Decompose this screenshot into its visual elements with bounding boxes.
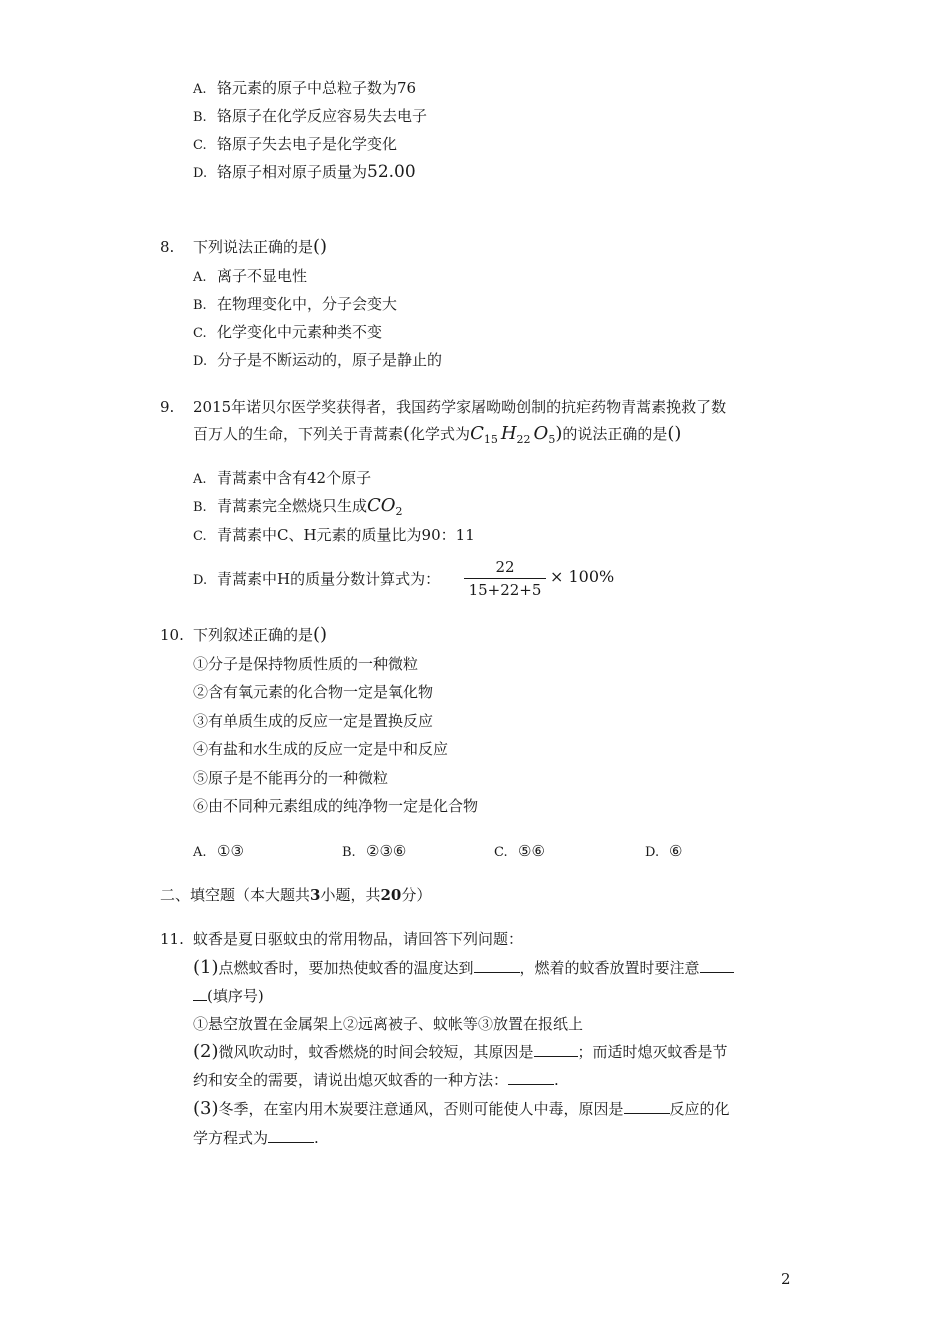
part-label: (2)	[193, 1041, 219, 1062]
option-text: ⑤⑥	[518, 842, 545, 860]
option-text: 青蒿素中H的质量分数计算式为：	[217, 570, 441, 588]
answer-blank[interactable]	[534, 1056, 578, 1057]
option-label: D.	[193, 166, 208, 181]
option-text: 铬原子在化学反应容易失去电子	[217, 107, 428, 125]
total-score: 20	[380, 886, 402, 904]
q11-part3-line2: 学方程式为 .	[193, 1129, 319, 1147]
q11-part1-choices: ①悬空放置在金属架上②远离被子、蚊帐等③放置在报纸上	[193, 1015, 584, 1033]
question-count: 3	[310, 886, 321, 904]
answer-blank[interactable]	[193, 1000, 207, 1001]
option-label: A.	[193, 845, 207, 860]
option-label: D.	[645, 845, 660, 860]
option-text: ①③	[217, 842, 244, 860]
option-text: 离子不显电性	[217, 267, 308, 285]
q8-stem	[160, 237, 327, 257]
q7-option-c[interactable]	[193, 134, 397, 156]
option-text: 在物理变化中，分子会变大	[217, 295, 398, 313]
question-number: 11.	[160, 930, 184, 948]
option-text: ⑥	[669, 842, 683, 860]
question-number: 8.	[160, 238, 175, 256]
option-label: D.	[193, 354, 208, 369]
answer-blank[interactable]	[268, 1142, 314, 1143]
q11-stem	[160, 929, 523, 949]
q8-option-d[interactable]	[193, 350, 442, 372]
question-text: 化学式为	[410, 425, 471, 443]
q11-part2-line1: (2)微风吹动时，蚊香燃烧的时间会较短，其原因是 ；而适时熄灭蚊香是节	[193, 1041, 728, 1062]
fraction-denominator: 15+22+5	[468, 581, 542, 599]
q11-part1-line2	[193, 986, 264, 1006]
answer-paren: ()	[667, 423, 682, 444]
q10-statement: ③有单质生成的反应一定是置换反应	[193, 712, 434, 730]
question-number: 10.	[160, 626, 184, 644]
q11-part2-line2: 约和安全的需要，请说出熄灭蚊香的一种方法： .	[193, 1071, 559, 1089]
answer-paren: ()	[313, 624, 328, 645]
option-label: C.	[193, 326, 207, 341]
question-text: 的说法正确的是	[562, 425, 668, 443]
q9-option-a[interactable]	[193, 468, 371, 490]
q11-part1-line1: (1)点燃蚊香时，要加热使蚊香的温度达到 ，燃着的蚊香放置时要注意	[193, 958, 734, 978]
option-label: B.	[342, 845, 356, 860]
option-text: 铬原子失去电子是化学变化	[217, 135, 398, 153]
option-label: A.	[193, 270, 207, 285]
page-number: 2	[781, 1270, 791, 1288]
section-heading: 二、填空题（本大题共3小题，共20分）	[160, 886, 432, 904]
q8-option-a[interactable]	[193, 266, 307, 288]
option-label: C.	[193, 138, 207, 153]
option-label: C.	[494, 845, 508, 860]
q9-option-b[interactable]	[193, 496, 403, 522]
percent-suffix: × 100%	[550, 567, 615, 586]
option-text: 青蒿素中C、H元素的质量比为90：11	[217, 526, 475, 544]
part-label: (1)	[193, 957, 219, 978]
q10-option-d[interactable]	[645, 841, 682, 863]
q9-stem-line1	[160, 397, 726, 417]
option-label: B.	[193, 110, 207, 125]
option-text: 铬元素的原子中总粒子数为76	[217, 79, 417, 97]
question-text: 蚊香是夏日驱蚊虫的常用物品，请回答下列问题：	[193, 930, 524, 948]
answer-paren: ()	[313, 236, 328, 257]
formula-subscript: 2	[395, 505, 403, 518]
question-text: 下列说法正确的是	[193, 238, 314, 256]
paren-open: (	[403, 423, 411, 444]
question-text: 百万人的生命，下列关于青蒿素	[193, 425, 404, 443]
option-label: C.	[193, 529, 207, 544]
fill-hint: (填序号)	[207, 987, 264, 1005]
answer-blank[interactable]	[700, 972, 734, 973]
q9-stem-line2	[193, 424, 681, 450]
part-label: (3)	[193, 1098, 219, 1119]
q10-option-b[interactable]	[342, 841, 406, 863]
q10-statement: ⑥由不同种元素组成的纯净物一定是化合物	[193, 797, 479, 815]
option-value: 52.00	[367, 162, 416, 182]
question-text: 下列叙述正确的是	[193, 626, 314, 644]
mass-fraction	[464, 556, 546, 601]
question-text: 2015年诺贝尔医学奖获得者，我国药学家屠呦呦创制的抗疟药物青蒿素挽救了数	[193, 398, 727, 416]
q7-option-b[interactable]	[193, 106, 427, 128]
q10-option-a[interactable]	[193, 841, 244, 863]
answer-blank[interactable]	[508, 1084, 554, 1085]
option-label: A.	[193, 82, 207, 97]
option-text: 青蒿素中含有42个原子	[217, 469, 372, 487]
option-label: A.	[193, 472, 207, 487]
q10-statement: ⑤原子是不能再分的一种微粒	[193, 769, 389, 787]
option-text: 化学变化中元素种类不变	[217, 323, 383, 341]
chemical-formula: CO	[367, 495, 396, 516]
answer-blank[interactable]	[474, 972, 520, 973]
q7-option-d[interactable]	[193, 162, 416, 184]
option-label: D.	[193, 573, 208, 588]
q8-option-c[interactable]	[193, 322, 382, 344]
answer-blank[interactable]	[624, 1113, 670, 1114]
q10-option-c[interactable]	[494, 841, 545, 863]
q10-stem	[160, 625, 327, 645]
option-text: 铬原子相对原子质量为	[217, 163, 368, 181]
fraction-numerator: 22	[495, 558, 515, 576]
q9-option-d[interactable]	[193, 569, 440, 591]
q7-option-a[interactable]	[193, 78, 416, 100]
option-text: 分子是不断运动的，原子是静止的	[217, 351, 443, 369]
option-label: B.	[193, 298, 207, 313]
option-text: ②③⑥	[366, 842, 407, 860]
option-text: 青蒿素完全燃烧只生成	[217, 497, 368, 515]
q8-option-b[interactable]	[193, 294, 397, 316]
paren-close: )	[555, 423, 563, 444]
q11-part3-line1: (3)冬季，在室内用木炭要注意通风，否则可能使人中毒，原因是 反应的化	[193, 1098, 730, 1119]
q10-statement: ①分子是保持物质性质的一种微粒	[193, 655, 419, 673]
question-number: 9.	[160, 398, 175, 416]
chemical-formula: $C_{15}$ $H_{22}$ $O_5$	[470, 423, 556, 446]
option-label: B.	[193, 500, 207, 515]
q9-option-c[interactable]	[193, 525, 475, 547]
q10-statement: ④有盐和水生成的反应一定是中和反应	[193, 740, 449, 758]
q10-statement: ②含有氧元素的化合物一定是氧化物	[193, 683, 434, 701]
